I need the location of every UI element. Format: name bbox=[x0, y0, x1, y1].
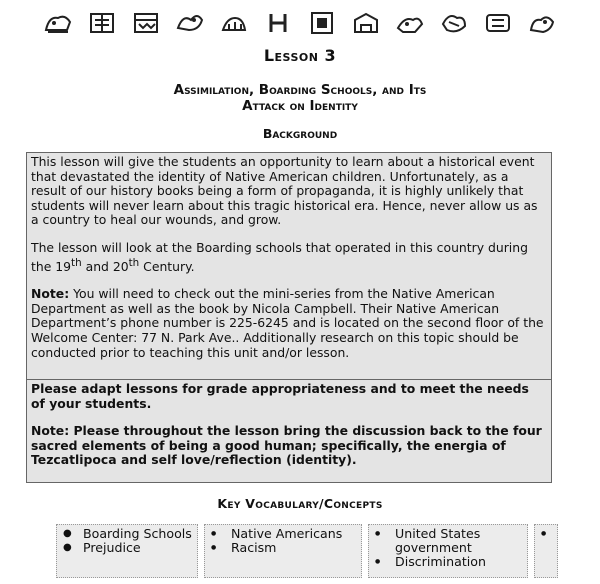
vocab-term: Racism bbox=[231, 540, 277, 555]
vocabulary-heading: Key Vocabulary/Concepts bbox=[217, 496, 383, 511]
bullet-icon: ● bbox=[211, 530, 217, 537]
bullet-icon: ● bbox=[375, 530, 381, 537]
vocabulary-column bbox=[56, 524, 198, 578]
glyph-icon bbox=[263, 10, 293, 36]
vocab-term: Prejudice bbox=[83, 540, 141, 555]
vocab-item bbox=[209, 527, 357, 541]
glyph-icon bbox=[307, 10, 337, 36]
vocabulary-column-empty bbox=[534, 524, 558, 578]
vocab-term: Native Americans bbox=[231, 526, 343, 541]
vocabulary-column bbox=[204, 524, 362, 578]
glyph-icon bbox=[439, 10, 469, 36]
adapt-box bbox=[26, 379, 552, 483]
vocabulary-column bbox=[368, 524, 528, 578]
vocab-item bbox=[61, 527, 193, 541]
vocab-term: Discrimination bbox=[395, 554, 486, 569]
glyph-icon bbox=[131, 10, 161, 36]
vocab-item bbox=[373, 555, 523, 569]
bullet-icon: ● bbox=[375, 558, 381, 565]
lesson-heading: Lesson 3 bbox=[263, 46, 337, 65]
note-label: Note: bbox=[31, 286, 70, 302]
vocabulary-table bbox=[56, 524, 556, 578]
glyph-icon bbox=[483, 10, 513, 36]
vocab-item bbox=[373, 527, 523, 555]
vocab-item bbox=[61, 541, 193, 555]
glyph-icon bbox=[395, 10, 425, 36]
vocab-item-empty bbox=[539, 527, 553, 541]
bullet-icon: ● bbox=[63, 528, 72, 539]
superscript-th: th bbox=[71, 256, 82, 269]
bullet-icon: ● bbox=[63, 542, 72, 553]
para2-after: Century. bbox=[139, 258, 195, 274]
glyph-icon bbox=[175, 10, 205, 36]
sacred-elements-note: Note: Please throughout the lesson bring the discussion back to the four sacred elements of being a good human; specifically, the energia of Tezcatlipoca and self love/reflection (identity). bbox=[31, 423, 542, 468]
glyph-icon bbox=[351, 10, 381, 36]
glyph-icon bbox=[527, 10, 557, 36]
glyph-icon bbox=[87, 10, 117, 36]
bullet-icon: ● bbox=[211, 544, 217, 551]
background-paragraph: This lesson will give the students an opportunity to learn about a historical event that devastated the identity of Native American children. Unfortunately, as a result of our history books being a form of propaganda, it is highly unlikely that students will never learn about this tragic historical era. Hence, never allow us as a country to heal our wounds, and grow. bbox=[31, 154, 538, 228]
note-text: You will need to check out the mini-series from the Native American Department as well as the book by Nicola Campbell. Their Native American Department’s phone number is 225-6245 and is located on the second floor of the Welcome Center: 77 N. Park Ave.. Additionally research on this topic should be conducted prior to teaching this unit and/or lesson. bbox=[31, 286, 544, 360]
glyph-icon bbox=[43, 10, 73, 36]
lesson-title bbox=[0, 82, 600, 114]
para2-before: The lesson will look at the Boarding schools that operated in this country during the 19 bbox=[31, 239, 528, 274]
glyph-icon bbox=[219, 10, 249, 36]
lesson-title-line-1: Assimilation, Boarding Schools, and Its bbox=[173, 82, 427, 98]
bullet-icon: ● bbox=[541, 530, 547, 537]
vocab-term: United States government bbox=[395, 526, 481, 555]
decorative-glyph-border bbox=[0, 6, 600, 40]
background-box bbox=[26, 152, 552, 380]
para2-mid: and 20 bbox=[81, 258, 129, 274]
boarding-schools-paragraph bbox=[31, 241, 547, 274]
background-heading: Background bbox=[262, 126, 338, 141]
lesson-title-line-2: Attack on Identity bbox=[242, 98, 358, 114]
vocab-term: Boarding Schools bbox=[83, 526, 192, 541]
superscript-th: th bbox=[128, 256, 140, 269]
note-paragraph bbox=[31, 287, 547, 360]
adapt-paragraph: Please adapt lessons for grade appropriateness and to meet the needs of your students. bbox=[31, 381, 529, 411]
vocab-item bbox=[209, 541, 357, 555]
